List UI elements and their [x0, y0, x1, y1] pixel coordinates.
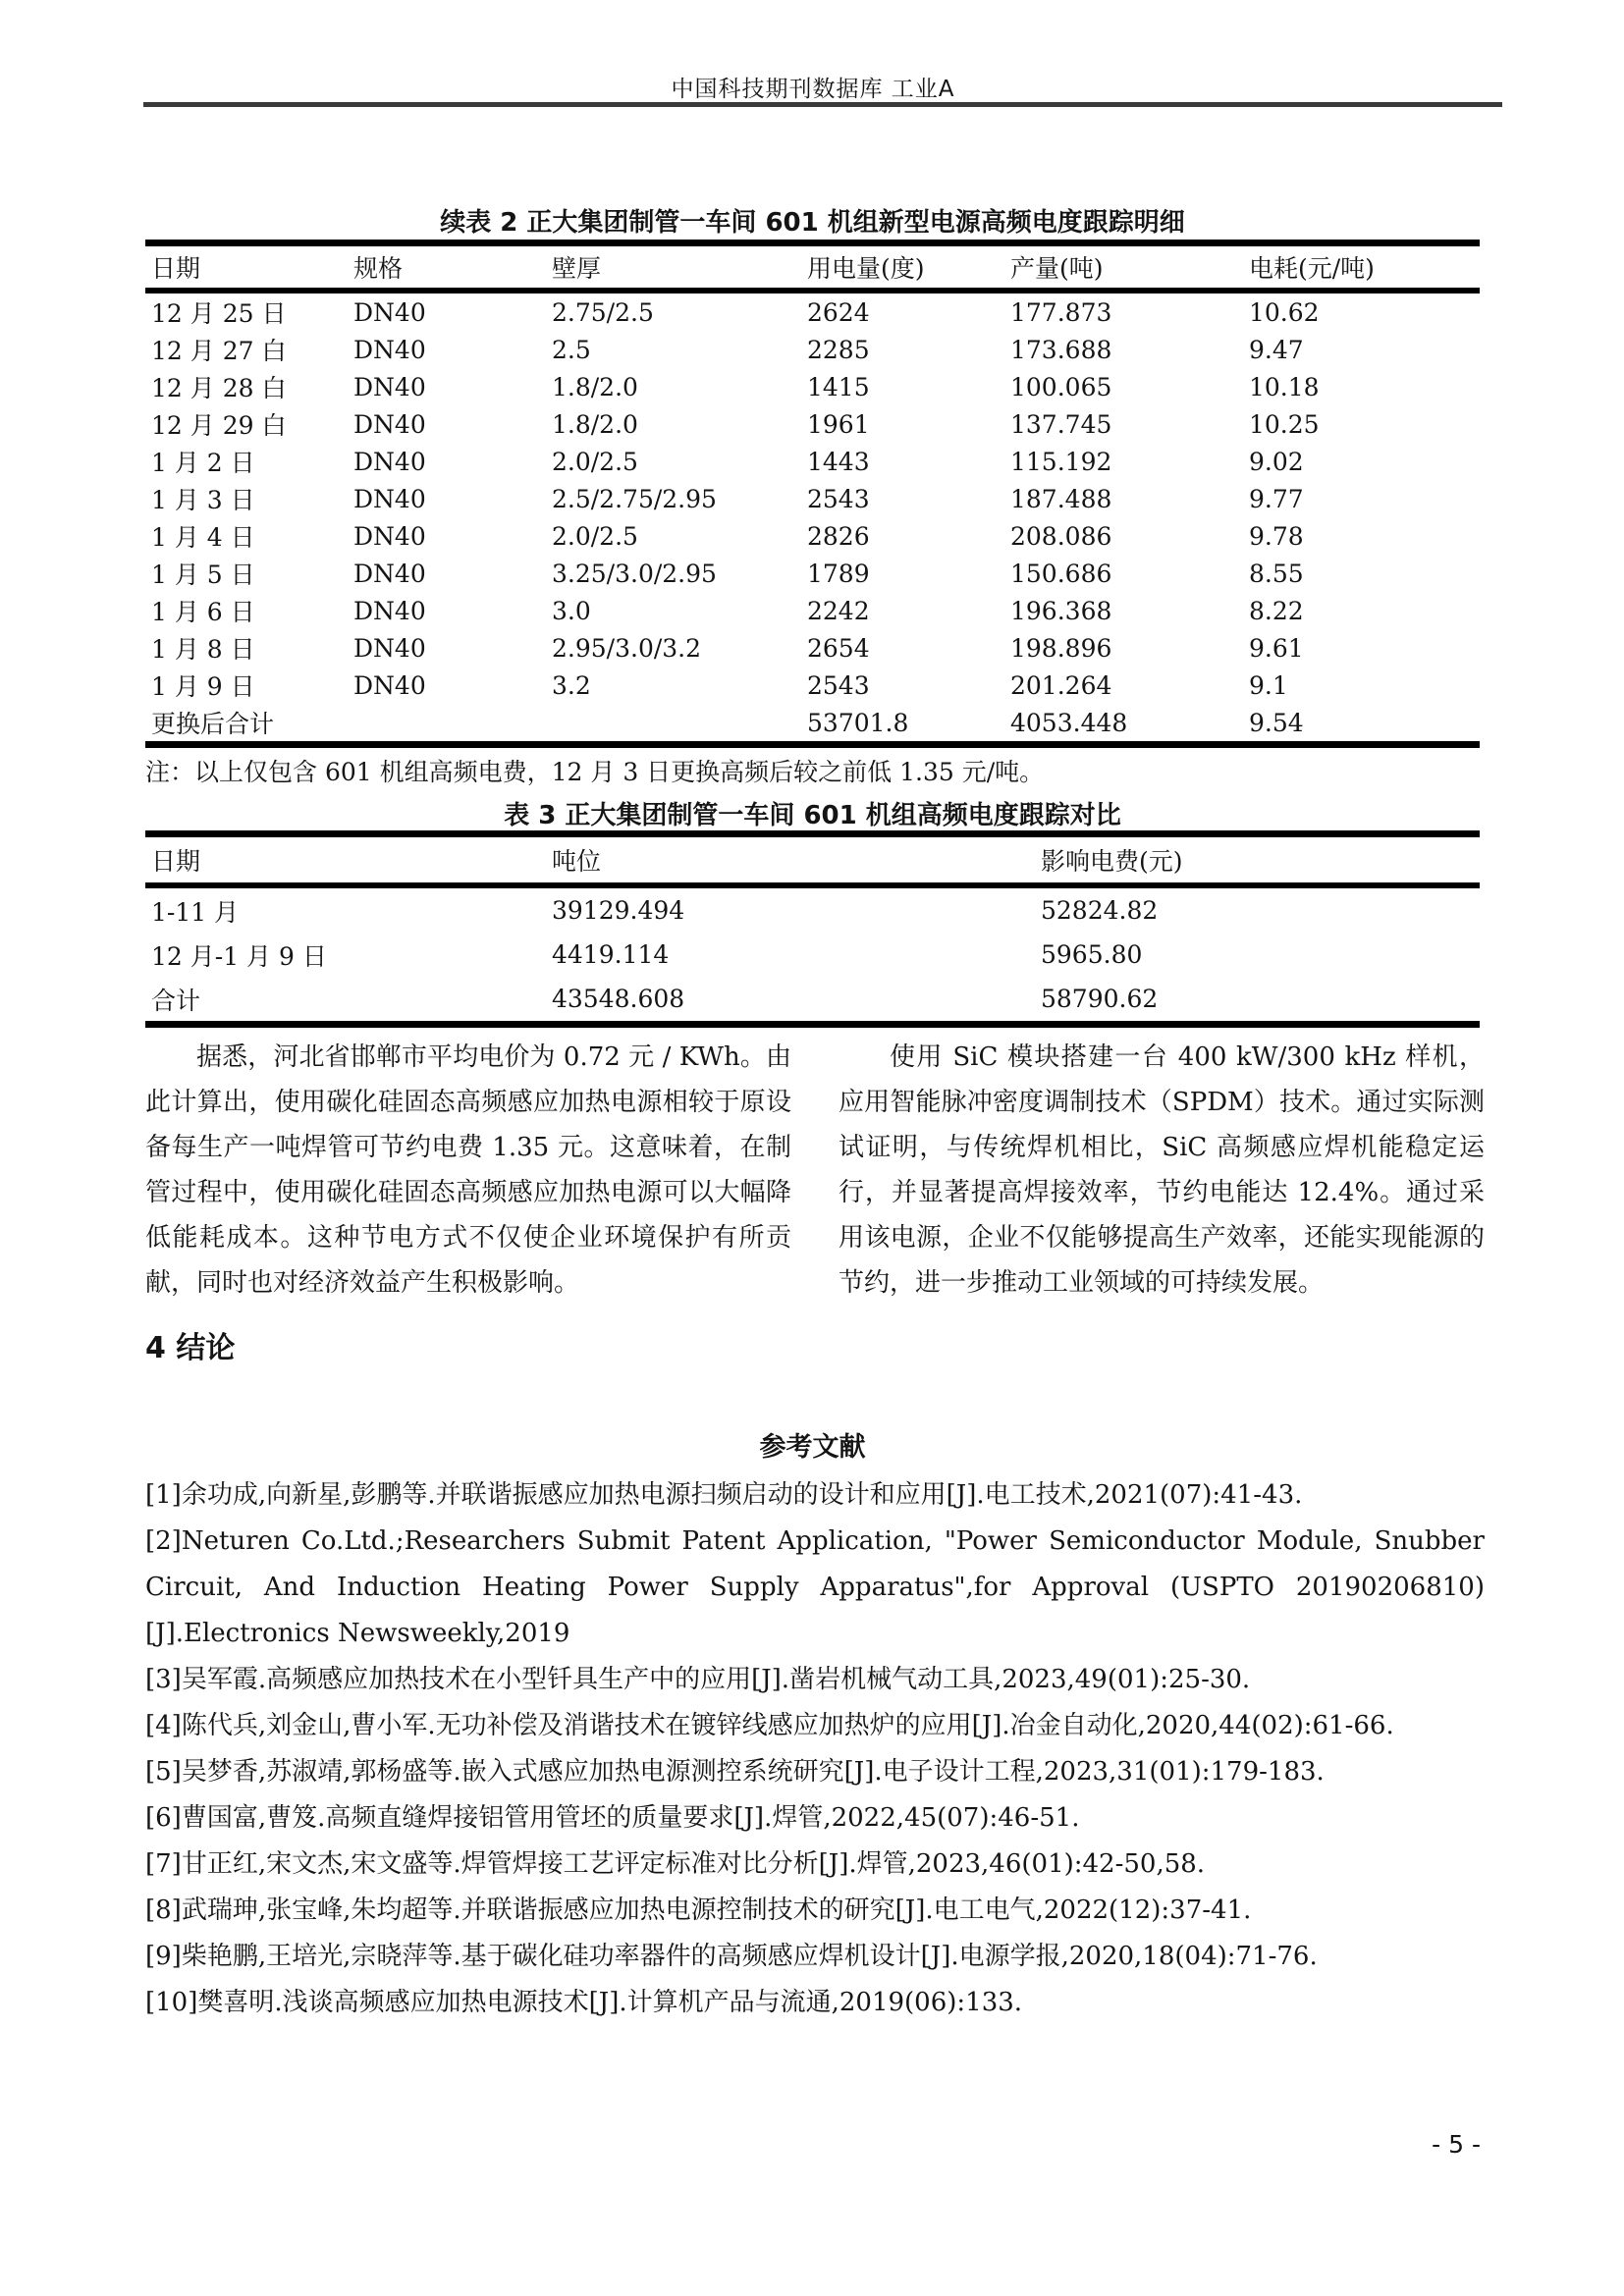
- reference-item: [9]柴艳鹏,王培光,宗晓萍等.基于碳化硅功率器件的高频感应焊机设计[J].电源学报,2020,18(04):71-76.: [145, 1942, 1318, 1971]
- table-cell: 12 月 29 白: [151, 411, 287, 440]
- page-number: - 5 -: [1432, 2130, 1481, 2159]
- table-header-row: [145, 243, 1480, 292]
- table-cell: 1961: [807, 409, 870, 439]
- table-cell: 3.0: [552, 596, 591, 625]
- table-cell: 2826: [807, 521, 870, 551]
- table-cell: 177.873: [1010, 297, 1112, 327]
- table-cell: 39129.494: [552, 896, 685, 925]
- table2-header: [145, 243, 1480, 292]
- table-cell: 100.065: [1010, 372, 1112, 401]
- table-cell: DN40: [353, 670, 426, 700]
- table-cell: 2.75/2.5: [552, 297, 654, 327]
- table-row: [145, 667, 1480, 704]
- table-cell: 187.488: [1010, 484, 1112, 513]
- table-cell: 4419.114: [552, 940, 670, 969]
- table-cell: 2.5: [552, 335, 591, 364]
- table-row: [145, 405, 1480, 443]
- table-cell: DN40: [353, 447, 426, 476]
- column-header: 产量(吨): [1010, 243, 1249, 292]
- table3-header: [145, 834, 1480, 886]
- paragraph-right: 使用 SiC 模块搭建一台 400 kW/300 kHz 样机，应用智能脉冲密度调制技术（SPDM）技术。通过实际测试证明，与传统焊机相比，SiC 高频感应焊机能稳定运行，并显著提高焊接效率，节约电能达 12.4%。通过采用该电源，企业不仅能够提高生产效率，还能实现能源的节约，进一步推动工业领域的可持续发展。: [839, 1042, 1485, 1298]
- table-cell: 201.264: [1010, 670, 1112, 700]
- table-cell: 10.62: [1249, 297, 1320, 327]
- table-cell: 1443: [807, 447, 870, 476]
- reference-item: [1]余功成,向新星,彭鹏等.并联谐振感应加热电源扫频启动的设计和应用[J].电工技术,2021(07):41-43.: [145, 1480, 1303, 1510]
- table-cell: 1 月 4 日: [151, 523, 255, 552]
- table-cell: DN40: [353, 484, 426, 513]
- table-row: [145, 629, 1480, 667]
- table-cell: 10.18: [1249, 372, 1320, 401]
- table-cell: 1 月 6 日: [151, 598, 255, 626]
- table-cell: 9.77: [1249, 484, 1304, 513]
- table-cell: 2543: [807, 670, 870, 700]
- column-header: 规格: [353, 243, 552, 292]
- references-list: [145, 1472, 1485, 2026]
- table-row: [145, 555, 1480, 592]
- reference-item: [5]吴梦香,苏淑靖,郭杨盛等.嵌入式感应加热电源测控系统研究[J].电子设计工程,2023,31(01):179-183.: [145, 1757, 1325, 1787]
- table-row: [145, 517, 1480, 555]
- table-cell: 9.47: [1249, 335, 1304, 364]
- table-cell: 137.745: [1010, 409, 1112, 439]
- table-row: [145, 480, 1480, 517]
- table-cell: 208.086: [1010, 521, 1112, 551]
- table2-power-tracking-detail: [145, 240, 1480, 748]
- reference-item: [10]樊喜明.浅谈高频感应加热电源技术[J].计算机产品与流通,2019(06):133.: [145, 1988, 1023, 2017]
- table3-body: [145, 885, 1480, 1025]
- table-cell: 52824.82: [1041, 896, 1159, 925]
- table-cell: 2.5/2.75/2.95: [552, 484, 717, 513]
- column-header: 日期: [145, 243, 353, 292]
- table-row: [145, 933, 1480, 977]
- table-cell: 9.78: [1249, 521, 1304, 551]
- table-cell: [552, 704, 807, 745]
- table-cell: 3.25/3.0/2.95: [552, 559, 717, 588]
- table-row: [145, 704, 1480, 745]
- table-row: [145, 977, 1480, 1025]
- table-cell: 10.25: [1249, 409, 1320, 439]
- table-cell: 1.8/2.0: [552, 409, 638, 439]
- table-cell: 150.686: [1010, 559, 1112, 588]
- column-header: 吨位: [552, 834, 1041, 886]
- table-cell: DN40: [353, 521, 426, 551]
- table3-power-tracking-compare: [145, 830, 1480, 1028]
- table-row: [145, 368, 1480, 405]
- table-cell: DN40: [353, 372, 426, 401]
- table-cell: 3.2: [552, 670, 591, 700]
- reference-item: [2]Neturen Co.Ltd.;Researchers Submit Patent Application, "Power Semiconductor Module, Snubber Circuit, And Induction Heating Power Supply Apparatus",for Approval (USPTO 20190206810)[J].Electronics Newsweekly,2019: [145, 1526, 1485, 1648]
- table-cell: 合计: [151, 986, 201, 1015]
- table-cell: 2624: [807, 297, 870, 327]
- column-header: 电耗(元/吨): [1249, 243, 1480, 292]
- reference-item: [4]陈代兵,刘金山,曹小军.无功补偿及消谐技术在镀锌线感应加热炉的应用[J].冶金自动化,2020,44(02):61-66.: [145, 1711, 1394, 1740]
- table-cell: DN40: [353, 596, 426, 625]
- body-column-left: [145, 1035, 791, 1306]
- table-cell: DN40: [353, 409, 426, 439]
- table-cell: [353, 704, 552, 745]
- table2-body: [145, 291, 1480, 745]
- conclusion-heading: 4 结论: [145, 1331, 236, 1365]
- table-cell: DN40: [353, 559, 426, 588]
- table2-caption: 续表 2 正大集团制管一车间 601 机组新型电源高频电度跟踪明细: [440, 208, 1185, 238]
- table-cell: 1.8/2.0: [552, 372, 638, 401]
- table-cell: 2242: [807, 596, 870, 625]
- table-cell: 12 月-1 月 9 日: [151, 941, 327, 971]
- header-rule: [143, 102, 1502, 107]
- table-cell: 173.688: [1010, 335, 1112, 364]
- table-cell: 115.192: [1010, 447, 1112, 476]
- column-header: 影响电费(元): [1041, 834, 1480, 886]
- body-column-right: [839, 1035, 1485, 1306]
- table-header-row: [145, 834, 1480, 886]
- table-cell: 1415: [807, 372, 870, 401]
- table-cell: 8.22: [1249, 596, 1304, 625]
- column-header: 用电量(度): [807, 243, 1010, 292]
- table-row: [145, 291, 1480, 331]
- column-header: 日期: [145, 834, 552, 886]
- table-cell: 1-11 月: [151, 897, 240, 927]
- reference-item: [6]曹国富,曹笈.高频直缝焊接铝管用管坯的质量要求[J].焊管,2022,45(07):46-51.: [145, 1803, 1080, 1833]
- table-row: [145, 443, 1480, 480]
- table-cell: 2.0/2.5: [552, 521, 638, 551]
- table-cell: 4053.448: [1010, 708, 1128, 737]
- table-cell: 更换后合计: [151, 710, 275, 738]
- table-cell: 12 月 28 白: [151, 374, 287, 402]
- body-text-columns: [145, 1035, 1485, 1306]
- paragraph-left: 据悉，河北省邯郸市平均电价为 0.72 元 / KWh。由此计算出，使用碳化硅固态高频感应加热电源相较于原设备每生产一吨焊管可节约电费 1.35 元。这意味着，在制管过程中，使用碳化硅固态高频感应加热电源可以大幅降低能耗成本。这种节电方式不仅使企业环境保护有所贡献，同时也对经济效益产生积极影响。: [145, 1042, 791, 1298]
- column-header: 壁厚: [552, 243, 807, 292]
- table-cell: 1 月 9 日: [151, 672, 255, 701]
- table-cell: 9.61: [1249, 633, 1304, 663]
- table-cell: 2543: [807, 484, 870, 513]
- table-cell: 1 月 2 日: [151, 449, 255, 477]
- table-cell: 53701.8: [807, 708, 909, 737]
- table-cell: 12 月 27 白: [151, 337, 287, 365]
- table-cell: DN40: [353, 335, 426, 364]
- table-cell: 196.368: [1010, 596, 1112, 625]
- table-cell: 2285: [807, 335, 870, 364]
- reference-item: [7]甘正红,宋文杰,宋文盛等.焊管焊接工艺评定标准对比分析[J].焊管,2023,46(01):42-50,58.: [145, 1849, 1206, 1879]
- table-cell: 2654: [807, 633, 870, 663]
- reference-item: [3]吴军霞.高频感应加热技术在小型钎具生产中的应用[J].凿岩机械气动工具,2023,49(01):25-30.: [145, 1665, 1251, 1694]
- table-cell: 43548.608: [552, 985, 685, 1013]
- table-cell: 9.02: [1249, 447, 1304, 476]
- table2-note: 注：以上仅包含 601 机组高频电费，12 月 3 日更换高频后较之前低 1.35 元/吨。: [145, 758, 1045, 786]
- table-cell: DN40: [353, 633, 426, 663]
- table-cell: 58790.62: [1041, 985, 1159, 1013]
- table-row: [145, 331, 1480, 368]
- table-cell: 1 月 5 日: [151, 561, 255, 589]
- table-cell: 5965.80: [1041, 940, 1143, 969]
- table-cell: 1 月 3 日: [151, 486, 255, 514]
- table-row: [145, 592, 1480, 629]
- table-cell: 8.55: [1249, 559, 1304, 588]
- references-heading: 参考文献: [759, 1432, 866, 1463]
- table-cell: 12 月 25 日: [151, 299, 287, 328]
- table-cell: 198.896: [1010, 633, 1112, 663]
- table-cell: 9.1: [1249, 670, 1288, 700]
- table-cell: 2.0/2.5: [552, 447, 638, 476]
- table-cell: DN40: [353, 297, 426, 327]
- journal-header: 中国科技期刊数据库 工业A: [671, 77, 955, 102]
- table-cell: 9.54: [1249, 708, 1304, 737]
- table-row: [145, 885, 1480, 933]
- table-cell: 2.95/3.0/3.2: [552, 633, 702, 663]
- table-cell: 1 月 8 日: [151, 635, 255, 664]
- table3-caption: 表 3 正大集团制管一车间 601 机组高频电度跟踪对比: [504, 801, 1121, 830]
- table-cell: 1789: [807, 559, 870, 588]
- reference-item: [8]武瑞珅,张宝峰,朱均超等.并联谐振感应加热电源控制技术的研究[J].电工电气,2022(12):37-41.: [145, 1896, 1252, 1925]
